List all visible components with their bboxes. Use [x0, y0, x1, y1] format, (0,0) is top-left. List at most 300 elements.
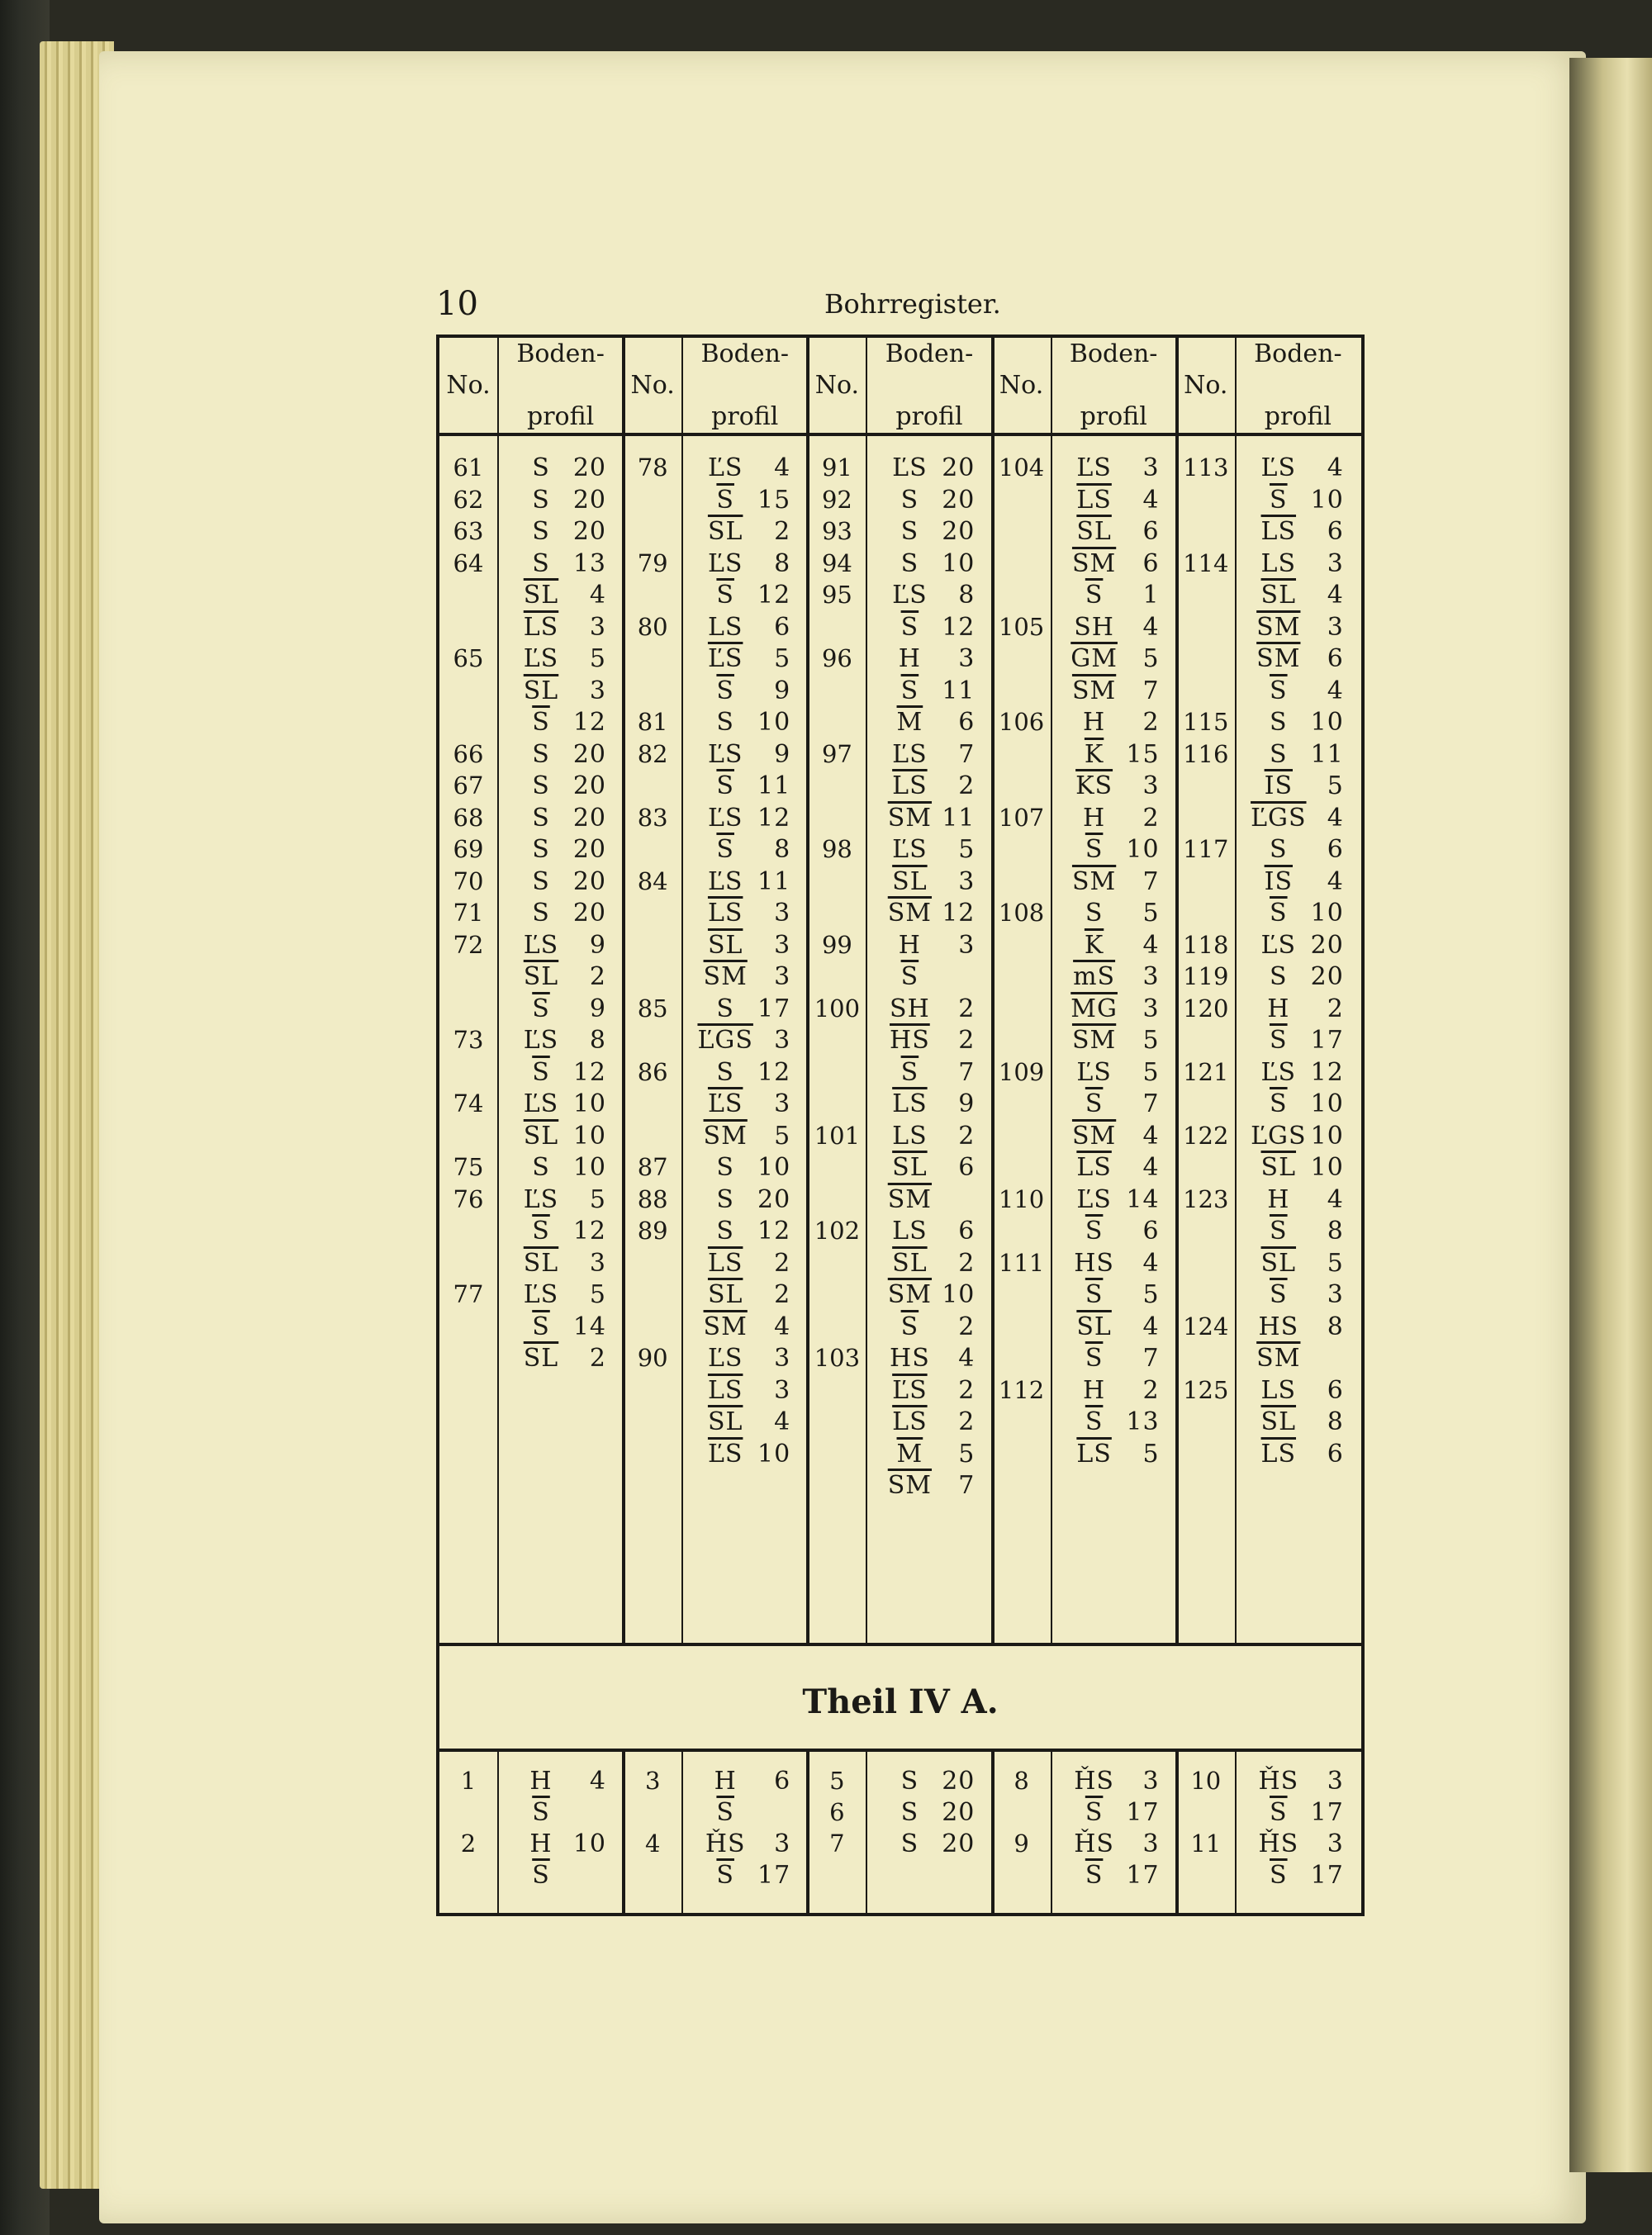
profile-value: 4: [1142, 1153, 1160, 1182]
profile-layer: [881, 517, 975, 546]
entry-number: 8: [1014, 1767, 1029, 1795]
profile-layer: [1250, 1026, 1344, 1055]
profile-value: 9: [774, 676, 791, 705]
profile-layer: [1250, 931, 1344, 960]
profile-layer: [696, 1407, 790, 1436]
profile-code: $\overline{S}$: [716, 1798, 734, 1827]
profile-code: $\overline{SL}$: [1260, 581, 1297, 610]
profile-code: H: [1083, 1375, 1106, 1405]
profile-value: 12: [942, 899, 976, 928]
profile-layer: [696, 1312, 790, 1341]
profile-code: S: [1270, 739, 1288, 769]
profile-layer: [1250, 613, 1344, 642]
profile-code: S: [716, 1217, 734, 1246]
profile-value: 12: [572, 1057, 606, 1087]
profile-layer: [881, 1217, 975, 1246]
profile-layer: [1066, 1767, 1160, 1796]
profile-value: 3: [774, 899, 791, 928]
profile-value: 4: [1142, 1312, 1160, 1341]
profile-code: $\overline{SL}$: [523, 962, 559, 991]
entry-number: 96: [821, 644, 852, 672]
header-profil: profil: [526, 401, 595, 431]
profile-layer: [1066, 899, 1160, 928]
profile-layer: [881, 1312, 975, 1341]
profile-code: HS: [1258, 1312, 1299, 1341]
entry-number: 101: [814, 1121, 861, 1150]
profile-value: 9: [958, 1089, 976, 1118]
profile-code: ĽS: [523, 1280, 559, 1309]
profile-layer: [512, 708, 606, 737]
profile-layer: [881, 1280, 975, 1309]
entry-number: 103: [814, 1344, 861, 1372]
entry-number: 125: [1183, 1375, 1229, 1404]
profile-code: $\overline{ĽGS}$: [697, 1026, 753, 1055]
profile-value: 2: [958, 1407, 976, 1436]
profile-layer: [512, 1829, 606, 1858]
profile-value: 6: [1327, 835, 1344, 864]
profile-code: $\overline{S}$: [716, 485, 734, 515]
profile-code: ĽS: [707, 548, 743, 578]
profile-layer: [512, 1153, 606, 1182]
profile-layer: [512, 994, 606, 1023]
section-title: Theil IV A.: [802, 1682, 999, 1721]
profile-value: 3: [774, 1026, 791, 1055]
profile-value: 10: [942, 548, 976, 578]
entry-number: 91: [821, 453, 852, 482]
profile-layer: [1250, 1861, 1344, 1890]
profile-value: 6: [1327, 517, 1344, 546]
entry-number: 115: [1183, 708, 1229, 736]
profile-layer: [1250, 644, 1344, 673]
header-boden: Boden-: [700, 339, 790, 368]
entry-number: 1: [460, 1767, 477, 1795]
profile-layer: [512, 1185, 606, 1214]
profile-value: 20: [572, 453, 606, 482]
book-gutter: [1569, 58, 1652, 2172]
profile-layer: [696, 517, 790, 546]
profile-code: $\overline{S}$: [1270, 1861, 1288, 1890]
profile-code: $\overline{LS}$: [892, 771, 928, 800]
profile-layer: [1250, 1407, 1344, 1436]
profile-value: 3: [774, 1344, 791, 1373]
entry-number: 121: [1183, 1057, 1229, 1086]
profile-code: $\overline{SL}$: [707, 517, 743, 546]
profile-value: 5: [774, 1121, 791, 1151]
profile-value: 10: [572, 1089, 606, 1118]
profile-value: 3: [1142, 1829, 1160, 1858]
profile-value: 5: [1142, 1057, 1160, 1087]
profile-layer: [512, 1798, 606, 1827]
profile-layer: [696, 740, 790, 769]
profile-value: 10: [572, 1121, 606, 1151]
entry-number: 2: [460, 1829, 477, 1858]
profile-code: $\overline{IS}$: [1264, 866, 1293, 896]
profile-layer: [696, 1185, 790, 1214]
profile-layer: [1250, 867, 1344, 896]
profile-layer: [881, 613, 975, 642]
entry-number: 110: [998, 1184, 1045, 1213]
header-no: No.: [630, 370, 675, 400]
section-divider-bottom: [439, 1749, 1361, 1752]
profile-value: 11: [942, 803, 976, 833]
profile-value: 20: [572, 866, 606, 896]
profile-layer: [881, 804, 975, 833]
entry-number: 104: [998, 453, 1045, 482]
profile-code: S: [716, 1153, 734, 1182]
profile-code: $\overline{S}$: [900, 676, 919, 705]
profile-value: 3: [774, 930, 791, 960]
profile-code: $\overline{ĽS}$: [707, 1089, 743, 1118]
profile-code: $\overline{SL}$: [1260, 1407, 1297, 1436]
entry-number: 65: [453, 644, 484, 672]
profile-code: ȞS: [1074, 1767, 1114, 1796]
profile-code: ĽS: [523, 1089, 559, 1118]
profile-code: S: [1270, 962, 1288, 991]
profile-layer: [512, 453, 606, 482]
profile-code: $\overline{SL}$: [892, 1248, 928, 1278]
entry-number: 97: [821, 739, 852, 768]
column-rule-thin: [1051, 1752, 1052, 1913]
profile-code: $\overline{LS}$: [707, 1375, 743, 1405]
profile-code: $\overline{SL}$: [523, 1344, 559, 1373]
profile-value: 10: [1310, 899, 1344, 928]
profile-layer: [512, 899, 606, 928]
profile-code: $\overline{S}$: [1270, 676, 1288, 705]
profile-code: S: [532, 803, 550, 833]
section-divider-top: [439, 1643, 1361, 1646]
profile-code: $\overline{GM}$: [1070, 644, 1118, 673]
profile-layer: [1066, 1312, 1160, 1341]
profile-code: $\overline{SM}$: [703, 1312, 748, 1341]
profile-layer: [696, 676, 790, 705]
profile-layer: [1066, 708, 1160, 737]
profile-code: $\overline{S}$: [1270, 1798, 1288, 1827]
profile-value: 2: [958, 1312, 976, 1341]
header-bodenprofil: [497, 338, 624, 433]
entry-number: 112: [998, 1375, 1045, 1404]
profile-value: 2: [1142, 803, 1160, 833]
profile-layer: [1066, 1185, 1160, 1214]
profile-code: S: [532, 1153, 550, 1182]
profile-code: $\overline{S}$: [900, 1057, 919, 1087]
profile-code: H: [529, 1829, 553, 1858]
profile-value: 8: [1327, 1217, 1344, 1246]
profile-value: 10: [1310, 1153, 1344, 1182]
profile-layer: [1066, 1344, 1160, 1373]
entry-number: 74: [453, 1089, 484, 1118]
profile-code: ȞS: [1258, 1767, 1299, 1796]
profile-layer: [881, 1122, 975, 1151]
entry-number: 76: [453, 1184, 484, 1213]
profile-value: 11: [1310, 739, 1344, 769]
profile-layer: [881, 931, 975, 960]
profile-value: 2: [774, 1280, 791, 1309]
profile-layer: [696, 1829, 790, 1858]
profile-code: $\overline{ĽS}$: [707, 644, 743, 673]
profile-layer: [696, 1089, 790, 1118]
profile-value: 8: [1327, 1407, 1344, 1436]
profile-layer: [1066, 1798, 1160, 1827]
header-no: No.: [446, 370, 491, 400]
profile-value: 4: [1142, 612, 1160, 642]
profile-code: $\overline{S}$: [1085, 1861, 1104, 1890]
entry-number: 100: [814, 994, 861, 1023]
profile-code: SH: [1074, 612, 1114, 642]
entry-number: 78: [637, 453, 668, 482]
profile-code: S: [900, 1798, 919, 1827]
profile-value: 8: [589, 1026, 606, 1055]
profile-value: 6: [774, 612, 791, 642]
profile-value: 7: [1142, 1089, 1160, 1118]
profile-layer: [696, 486, 790, 515]
profile-code: $\overline{S}$: [532, 1798, 550, 1827]
entry-number: 64: [453, 548, 484, 577]
profile-code: ȞS: [1074, 1829, 1114, 1858]
profile-code: $\overline{LS}$: [1076, 1439, 1112, 1469]
header-boden: Boden-: [516, 339, 605, 368]
profile-code: $\overline{SL}$: [707, 1407, 743, 1436]
profile-code: $\overline{S}$: [716, 581, 734, 610]
profile-value: 4: [1142, 930, 1160, 960]
profile-value: 20: [572, 803, 606, 833]
entry-number: 67: [453, 771, 484, 800]
profile-code: ĽS: [1260, 930, 1297, 960]
profile-layer: [696, 644, 790, 673]
profile-value: 20: [572, 771, 606, 800]
profile-value: 2: [958, 1026, 976, 1055]
profile-code: $\overline{KS}$: [1075, 771, 1113, 800]
header-bodenprofil: [1051, 338, 1177, 433]
profile-layer: [1250, 835, 1344, 864]
profile-value: 20: [942, 517, 976, 546]
profile-layer: [1250, 1153, 1344, 1182]
profile-code: $\overline{HS}$: [890, 1026, 930, 1055]
entry-number: 120: [1183, 994, 1229, 1023]
profile-layer: [881, 644, 975, 673]
profile-code: $\overline{S}$: [1270, 1217, 1288, 1246]
entry-number: 124: [1183, 1312, 1229, 1341]
profile-layer: [696, 867, 790, 896]
profile-code: $\overline{MG}$: [1070, 994, 1118, 1023]
profile-code: HS: [890, 1344, 930, 1373]
profile-layer: [696, 613, 790, 642]
profile-value: 17: [1126, 1798, 1160, 1827]
profile-layer: [696, 581, 790, 610]
profile-code: $\overline{SM}$: [887, 1471, 933, 1500]
profile-value: 4: [1327, 676, 1344, 705]
profile-code: S: [532, 453, 550, 482]
profile-code: $\overline{S}$: [900, 1312, 919, 1341]
entry-number: 118: [1183, 930, 1229, 959]
profile-value: 10: [1310, 485, 1344, 515]
entry-number: 10: [1190, 1767, 1222, 1795]
profile-value: 3: [774, 1375, 791, 1405]
profile-code: $\overline{LS}$: [707, 1248, 743, 1278]
profile-layer: [696, 453, 790, 482]
profile-code: ĽS: [523, 1184, 559, 1214]
profile-code: $\overline{SL}$: [523, 581, 559, 610]
profile-value: 1: [1142, 581, 1160, 610]
entry-number: 119: [1183, 962, 1229, 990]
profile-value: 2: [589, 962, 606, 991]
profile-layer: [1250, 486, 1344, 515]
column-rule-thin: [1235, 338, 1237, 1643]
profile-value: 15: [1126, 739, 1160, 769]
profile-code: $\overline{SM}$: [1256, 644, 1301, 673]
entry-number: 9: [1014, 1829, 1029, 1858]
profile-code: ĽS: [892, 739, 928, 769]
profile-code: ĽS: [707, 866, 743, 896]
profile-value: 4: [1327, 581, 1344, 610]
profile-layer: [1066, 1122, 1160, 1151]
profile-code: $\overline{SL}$: [1260, 1248, 1297, 1278]
entry-number: 89: [637, 1217, 668, 1245]
profile-layer: [696, 1249, 790, 1278]
profile-layer: [881, 1798, 975, 1827]
entry-number: 109: [998, 1057, 1045, 1086]
profile-code: SH: [890, 994, 930, 1023]
profile-layer: [1250, 1280, 1344, 1309]
profile-layer: [1250, 453, 1344, 482]
profile-layer: [881, 1829, 975, 1858]
entry-number: 73: [453, 1026, 484, 1054]
entry-number: 80: [637, 612, 668, 641]
header-boden: Boden-: [885, 339, 974, 368]
entry-number: 62: [453, 485, 484, 514]
profile-value: 11: [757, 866, 791, 896]
profile-layer: [1250, 708, 1344, 737]
profile-layer: [881, 486, 975, 515]
profile-code: $\overline{ĽGS}$: [1251, 803, 1307, 833]
profile-value: 7: [1142, 676, 1160, 705]
column-rule-thin: [681, 1752, 683, 1913]
entry-number: 92: [821, 485, 852, 514]
profile-code: $\overline{S}$: [1085, 1089, 1104, 1118]
profile-layer: [1250, 676, 1344, 705]
profile-code: $\overline{ĽS}$: [892, 1375, 928, 1405]
profile-layer: [881, 962, 975, 991]
entry-number: 123: [1183, 1184, 1229, 1213]
profile-layer: [512, 1767, 606, 1796]
profile-value: 20: [572, 739, 606, 769]
profile-value: 6: [958, 1217, 976, 1246]
profile-value: 3: [958, 644, 976, 673]
profile-code: $\overline{SL}$: [1076, 1312, 1112, 1341]
profile-value: 3: [1142, 1767, 1160, 1796]
profile-code: S: [716, 1057, 734, 1087]
profile-code: S: [532, 835, 550, 864]
profile-value: 2: [1142, 1375, 1160, 1405]
profile-layer: [512, 581, 606, 610]
bohrregister-table: [436, 335, 1365, 1916]
profile-value: 7: [958, 1471, 976, 1500]
entry-number: 99: [821, 930, 852, 959]
entry-number: 7: [829, 1829, 845, 1858]
profile-code: HS: [1074, 1248, 1114, 1278]
profile-value: 4: [1142, 1248, 1160, 1278]
profile-layer: [1250, 740, 1344, 769]
column-rule-thin: [497, 1752, 499, 1913]
profile-layer: [1250, 581, 1344, 610]
profile-value: 5: [958, 835, 976, 864]
profile-layer: [1066, 835, 1160, 864]
profile-code: $\overline{S}$: [1270, 1280, 1288, 1309]
profile-layer: [512, 676, 606, 705]
profile-value: 3: [958, 930, 976, 960]
profile-layer: [512, 1217, 606, 1246]
profile-code: $\overline{S}$: [532, 1861, 550, 1890]
profile-code: S: [900, 517, 919, 546]
profile-value: 8: [774, 835, 791, 864]
profile-code: $\overline{S}$: [1270, 1026, 1288, 1055]
profile-value: 2: [958, 1375, 976, 1405]
profile-layer: [512, 549, 606, 578]
profile-value: 4: [1327, 453, 1344, 482]
profile-layer: [1250, 1767, 1344, 1796]
profile-code: $\overline{S}$: [532, 994, 550, 1023]
profile-value: 3: [1327, 1767, 1344, 1796]
page-header: [436, 285, 1328, 326]
profile-value: 2: [958, 771, 976, 800]
profile-code: S: [900, 548, 919, 578]
profile-code: $\overline{SL}$: [707, 1280, 743, 1309]
profile-value: 6: [1142, 517, 1160, 546]
profile-layer: [696, 1344, 790, 1373]
profile-code: H: [898, 930, 921, 960]
profile-layer: [512, 771, 606, 800]
entry-number: 66: [453, 739, 484, 768]
entry-number: 84: [637, 866, 668, 895]
profile-code: H: [1083, 803, 1106, 833]
profile-code: $\overline{S}$: [532, 1057, 550, 1087]
profile-value: 5: [774, 644, 791, 673]
profile-code: S: [532, 517, 550, 546]
entry-number: 6: [829, 1798, 845, 1826]
profile-code: H: [1267, 1184, 1290, 1214]
profile-value: 17: [1310, 1026, 1344, 1055]
profile-layer: [1066, 1153, 1160, 1182]
profile-code: $\overline{K}$: [1084, 739, 1104, 769]
profile-code: ĽS: [523, 1026, 559, 1055]
profile-value: 12: [757, 1217, 791, 1246]
header-bodenprofil: [1235, 338, 1361, 433]
profile-value: 7: [958, 1057, 976, 1087]
profile-value: 2: [774, 517, 791, 546]
profile-value: 6: [774, 1767, 791, 1796]
profile-layer: [696, 931, 790, 960]
profile-code: $\overline{S}$: [532, 1217, 550, 1246]
profile-code: H: [898, 644, 921, 673]
profile-layer: [1066, 1089, 1160, 1118]
entry-number: 63: [453, 517, 484, 545]
profile-code: $\overline{SM}$: [1256, 612, 1301, 642]
profile-code: $\overline{M}$: [896, 708, 923, 737]
profile-layer: [512, 486, 606, 515]
profile-value: 2: [958, 994, 976, 1023]
profile-layer: [881, 740, 975, 769]
header-bodenprofil: [681, 338, 808, 433]
profile-layer: [512, 1026, 606, 1055]
profile-value: 4: [1142, 485, 1160, 515]
profile-layer: [512, 931, 606, 960]
profile-value: 20: [942, 453, 976, 482]
profile-layer: [1250, 1249, 1344, 1278]
profile-value: 12: [757, 803, 791, 833]
profile-layer: [696, 1767, 790, 1796]
profile-value: 6: [1327, 644, 1344, 673]
column-rule-thick: [1175, 338, 1179, 1643]
profile-layer: [696, 899, 790, 928]
